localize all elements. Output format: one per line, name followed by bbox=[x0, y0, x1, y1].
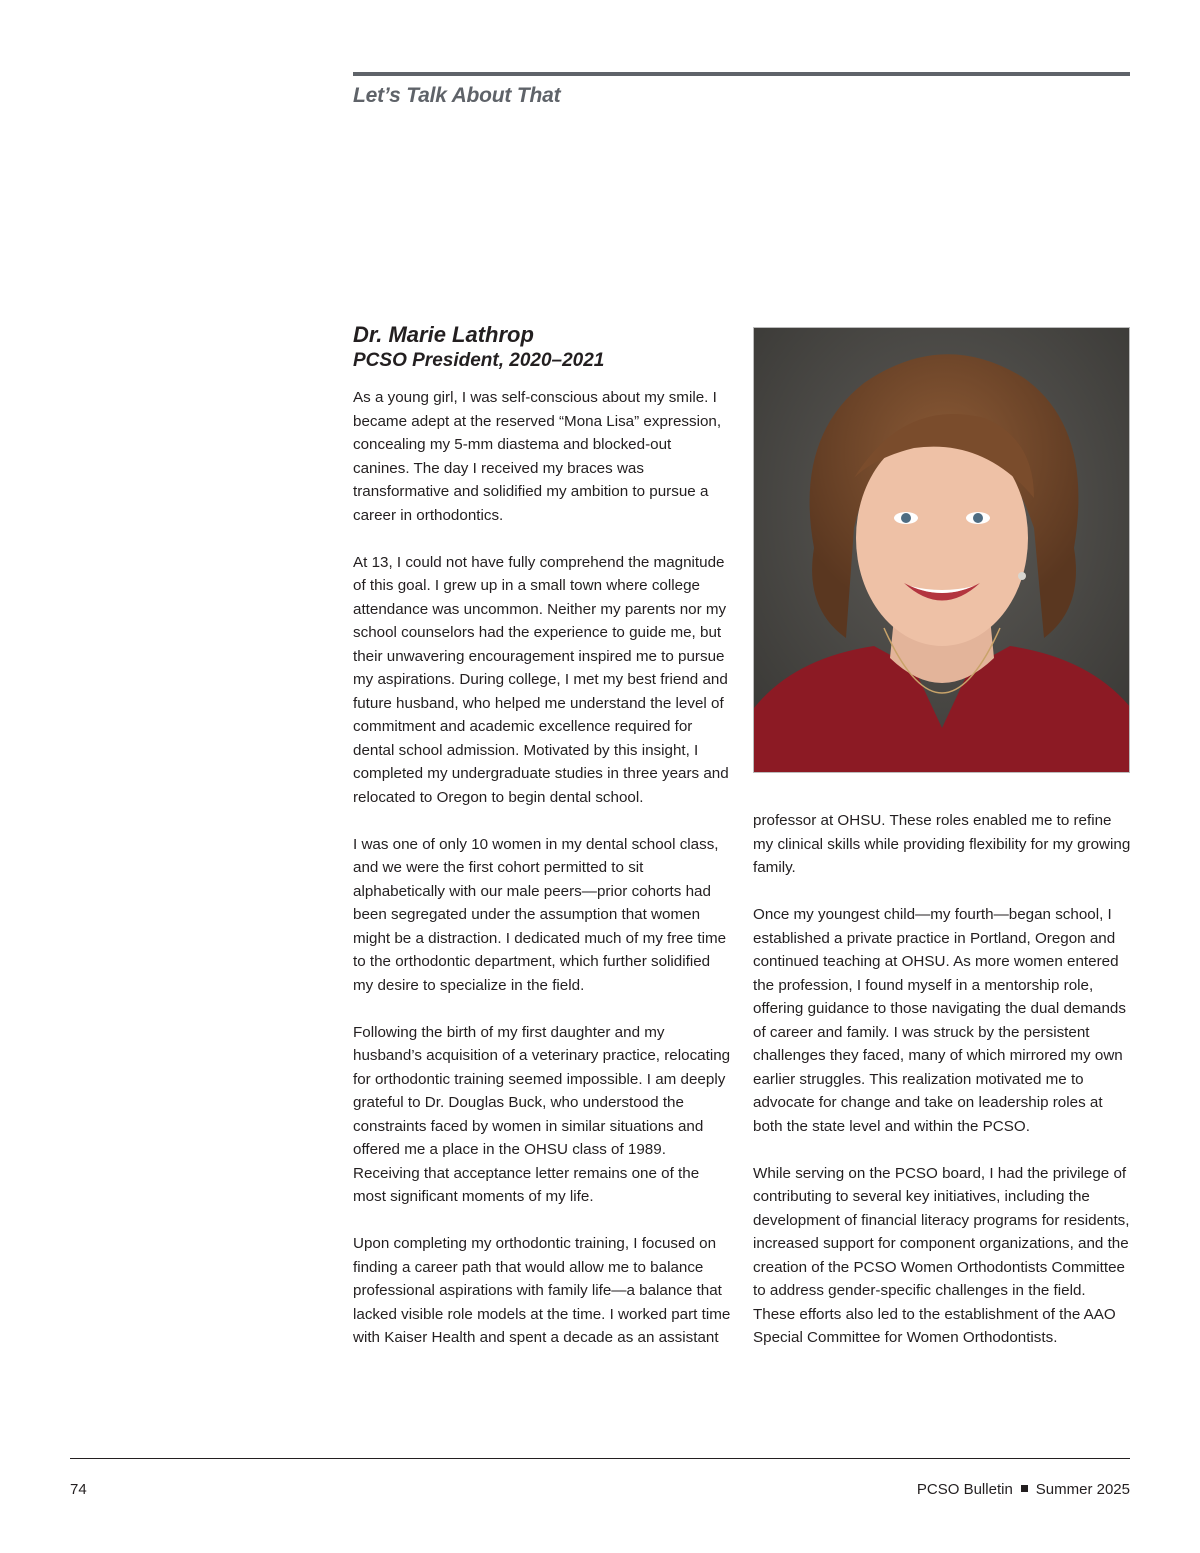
issue-date: Summer 2025 bbox=[1035, 1481, 1130, 1498]
article-column-left bbox=[353, 386, 731, 1373]
header-rule bbox=[353, 72, 1130, 76]
article-paragraph: As a young girl, I was self-conscious about my smile. I became adept at the reserved “Mona Lisa” expression, concealing my 5-mm diastema and blocked-out canines. The day I received my braces was transformative and solidified my ambition to pursue a career in orthodontics. bbox=[353, 389, 722, 524]
article-paragraph: Once my youngest child—my fourth—began school, I established a private practice in Portland, Oregon and continued teaching at OHSU. As more women entered the profession, I found myself in a mentorship role, offering guidance to those navigating the dual demands of career and family. I was struck by the persistent challenges they faced, many of which mirrored my own earlier struggles. This realization motivated me to advocate for change and take on leadership roles at both the state level and within the PCSO. bbox=[753, 906, 1126, 1135]
publication-name: PCSO Bulletin bbox=[916, 1481, 1013, 1498]
footer-rule bbox=[70, 1458, 1130, 1459]
article-paragraph: professor at OHSU. These roles enabled me to refine my clinical skills while providing flexibility for my growing family. bbox=[753, 812, 1131, 876]
article-paragraph: At 13, I could not have fully comprehend the magnitude of this goal. I grew up in a small town where college attendance was uncommon. Neither my parents nor my school counselors had the experience to guide me, but their unwavering encouragement inspired me to pursue my aspirations. During college, I met my best friend and future husband, who helped me understand the level of commitment and academic excellence required for dental school admission. Motivated by this insight, I completed my undergraduate studies in three years and relocated to Oregon to begin dental school. bbox=[353, 553, 729, 806]
portrait-photo-icon bbox=[754, 328, 1130, 773]
article-paragraph: I was one of only 10 women in my dental school class, and we were the first cohort permitted to sit alphabetically with our male peers—prior cohorts had been segregated under the assumption that women might be a distraction. I dedicated much of my free time to the orthodontic department, which further solidified my desire to specialize in the field. bbox=[353, 835, 727, 994]
article-paragraph: Following the birth of my first daughter and my husband’s acquisition of a veterinary practice, relocating for orthodontic training seemed impossible. I am deeply grateful to Dr. Douglas Buck, who understood the constraints faced by women in similar situations and offered me a place in the OHSU class of 1989. Receiving that acceptance letter remains one of the most significant moments of my life. bbox=[353, 1023, 731, 1205]
author-portrait-photo bbox=[753, 327, 1130, 773]
square-bullet-icon bbox=[1021, 1485, 1028, 1492]
article-column-right bbox=[753, 809, 1131, 1373]
page-number: 74 bbox=[70, 1481, 87, 1498]
section-title: Let’s Talk About That bbox=[353, 84, 561, 107]
footer-publication-info bbox=[917, 1481, 1130, 1498]
article-paragraph: Upon completing my orthodontic training, I focused on finding a career path that would allow me to balance professional aspirations with family life—a balance that lacked visible role models at the time. I worked part time with Kaiser Health and spent a decade as an assistant bbox=[353, 1235, 731, 1346]
author-role: PCSO President, 2020–2021 bbox=[353, 350, 605, 371]
article-paragraph: While serving on the PCSO board, I had the privilege of contributing to several key initiatives, including the development of financial literacy programs for residents, increased support for component organizations, and the creation of the PCSO Women Orthodontists Committee to address gender-specific challenges in the field. These efforts also led to the establishment of the AAO Special Committee for Women Orthodontists. bbox=[753, 1164, 1130, 1346]
author-name: Dr. Marie Lathrop bbox=[353, 322, 534, 347]
